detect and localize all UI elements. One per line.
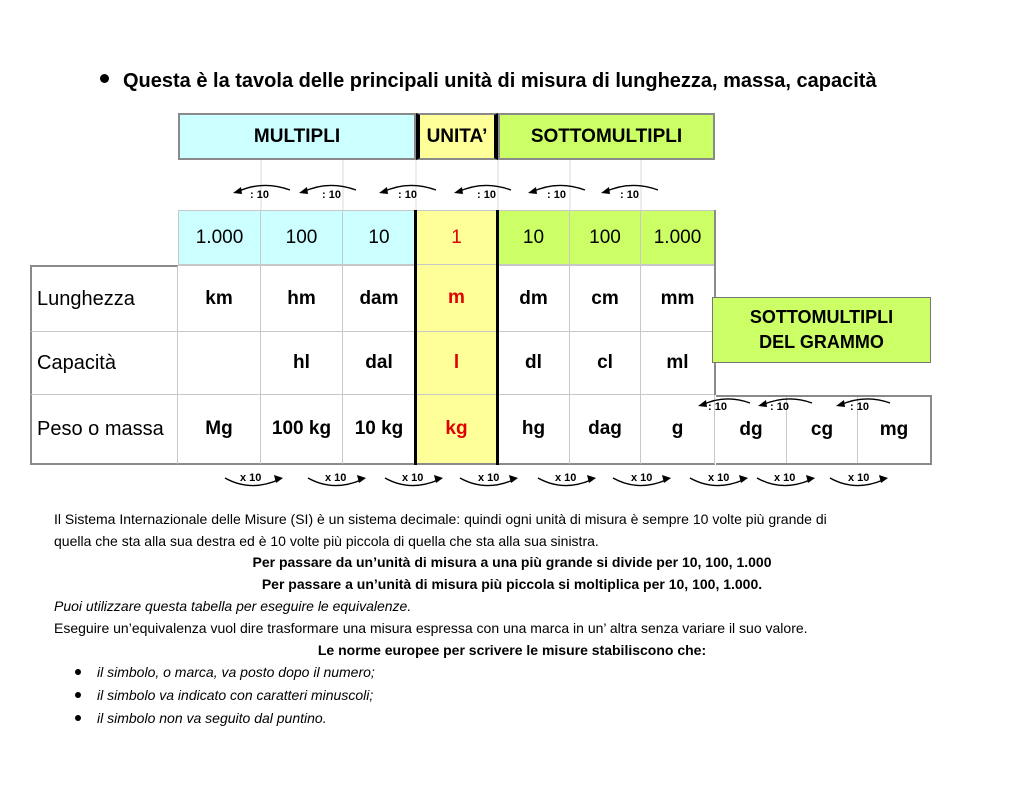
factor-cell: 1.000 [641, 210, 715, 265]
curved-arrow-right-icons [0, 468, 1024, 492]
rule-divide: Per passare da un’unità di misura a una più grande si divide per 10, 100, 1.000 [252, 554, 772, 570]
factor-cell: 10 [498, 210, 570, 265]
multiply-arrows-row [0, 468, 1024, 492]
gram-box-line1: SOTTOMULTIPLI [749, 307, 894, 327]
unit-cell: hm [261, 265, 343, 332]
divide-label: : 10 [322, 189, 341, 201]
multiply-label: x 10 [402, 472, 424, 484]
header-sottomultipli: SOTTOMULTIPLI [498, 113, 715, 160]
list-item-text: il simbolo va indicato con caratteri minuscoli; [97, 687, 374, 703]
bullet-icon [75, 715, 81, 721]
factor-cell: 10 [343, 210, 416, 265]
unit-cell: Mg [178, 395, 261, 465]
header-unita: UNITA’ [416, 113, 498, 160]
gram-divide-arrows [690, 396, 930, 416]
unit-cell: cg [787, 397, 858, 463]
curved-arrow-left-icons [0, 182, 1024, 206]
norms-title: Le norme europee per scrivere le misure stabiliscono che: [317, 642, 707, 658]
unit-cell: cm [570, 265, 641, 332]
unit-column-border-right [496, 210, 499, 465]
unit-cell: 100 kg [261, 395, 343, 465]
list-item [75, 685, 373, 705]
title-text: Questa è la tavola delle principali unità di misura di lunghezza, massa, capacità [123, 70, 877, 92]
multiply-label: x 10 [631, 472, 653, 484]
divide-label: : 10 [250, 189, 269, 201]
unit-cell: dg [716, 397, 787, 463]
unit-cell: l [416, 332, 498, 395]
units-table [30, 265, 716, 465]
list-item-text: il simbolo, o marca, va posto dopo il numero; [97, 664, 375, 680]
divide-label: : 10 [620, 189, 639, 201]
bullet-icon [75, 692, 81, 698]
unit-cell: 10 kg [343, 395, 416, 465]
divide-label: : 10 [398, 189, 417, 201]
page-title [100, 70, 877, 93]
row-label-peso: Peso o massa [30, 395, 178, 465]
multiply-label: x 10 [848, 472, 870, 484]
list-item [75, 662, 375, 682]
unit-cell: dm [498, 265, 570, 332]
unit-cell: ml [641, 332, 715, 395]
divide-arrows-row [0, 182, 1024, 206]
multiply-label: x 10 [478, 472, 500, 484]
hint-text: Puoi utilizzare questa tabella per eseguire le equivalenze. [54, 598, 412, 614]
list-item [75, 708, 327, 728]
unit-cell: hl [261, 332, 343, 395]
unit-cell: mm [641, 265, 715, 332]
factor-cell: 100 [261, 210, 343, 265]
unit-cell: g [641, 395, 715, 465]
definition-text: Eseguire un’equivalenza vuol dire trasformare una misura espressa con una marca in un’ altra senza variare il suo valore. [54, 620, 808, 636]
divide-label: : 10 [708, 401, 727, 413]
unit-cell: dag [570, 395, 641, 465]
unit-cell: hg [498, 395, 570, 465]
bullet-icon [75, 669, 81, 675]
multiply-label: x 10 [774, 472, 796, 484]
paragraph-line-1: Il Sistema Internazionale delle Misure (SI) è un sistema decimale: quindi ogni unità di misura è sempre 10 volte più grande di [54, 511, 827, 527]
sottomultipli-grammo-box [712, 297, 931, 363]
header-multipli: MULTIPLI [178, 113, 416, 160]
unit-cell: mg [879, 419, 909, 440]
unit-cell: m [416, 265, 498, 332]
unit-cell: dam [343, 265, 416, 332]
row-label-capacita: Capacità [30, 332, 178, 395]
gram-box-line2: DEL GRAMMO [759, 332, 884, 352]
unit-cell: kg [416, 395, 498, 465]
divide-label: : 10 [477, 189, 496, 201]
multiply-label: x 10 [325, 472, 347, 484]
bullet-icon [100, 74, 109, 83]
factor-cell: 100 [570, 210, 641, 265]
divide-label: : 10 [850, 401, 869, 413]
unit-cell: cl [570, 332, 641, 395]
multiply-label: x 10 [240, 472, 262, 484]
unit-cell: dl [498, 332, 570, 395]
unit-cell: km [178, 265, 261, 332]
factor-cell: 1 [416, 210, 498, 265]
factor-cell: 1.000 [178, 210, 261, 265]
unit-column-border-left [414, 210, 417, 465]
multiply-label: x 10 [708, 472, 730, 484]
row-label-lunghezza: Lunghezza [30, 265, 178, 332]
divide-label: : 10 [770, 401, 789, 413]
rule-multiply: Per passare a un’unità di misura più piccola si moltiplica per 10, 100, 1.000. [261, 576, 763, 592]
divide-label: : 10 [547, 189, 566, 201]
unit-cell [178, 332, 261, 395]
multiply-label: x 10 [555, 472, 577, 484]
unit-cell: dal [343, 332, 416, 395]
paragraph-line-2: quella che sta alla sua destra ed è 10 volte più piccola di quella che sta alla sua sinistra. [54, 533, 599, 549]
list-item-text: il simbolo non va seguito dal puntino. [97, 710, 327, 726]
